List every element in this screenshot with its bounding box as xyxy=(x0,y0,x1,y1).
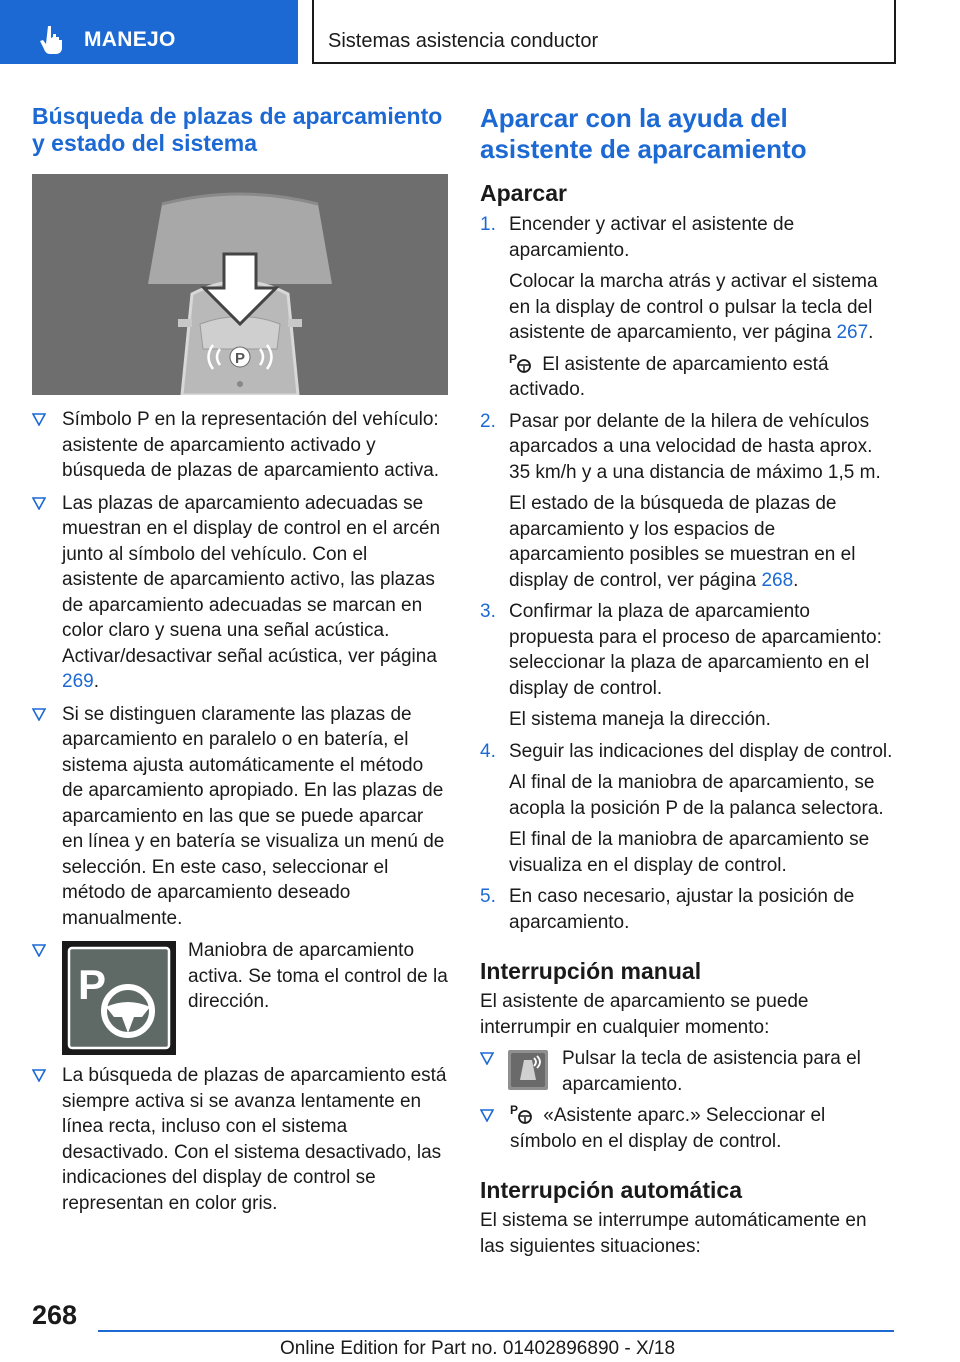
right-column xyxy=(480,100,894,1259)
left-column xyxy=(32,100,448,1216)
section-title: MANEJO xyxy=(84,28,176,51)
parking-steering-icon xyxy=(62,941,176,1055)
page-number: 268 xyxy=(32,1300,78,1330)
parking-steps xyxy=(480,212,894,935)
triangle-bullet-icon xyxy=(480,1052,494,1065)
svg-text:P: P xyxy=(509,351,518,366)
subheading-manual: Interrupción manual xyxy=(480,958,702,984)
list-item: P Maniobra de aparcamiento activa. Se toma el control de la dirección. xyxy=(32,938,448,1056)
list-item: 2. Pasar por delante de la hilera de vehículos aparcados a una velocidad de hasta aprox. 35 km/h y a una distancia de máximo 1,5 m. El estado de la búsqueda de plazas de aparcamiento y los espacios de aparcamiento posibles se muestran en el display de control, ver página 268. xyxy=(480,410,881,591)
chapter-box xyxy=(312,0,896,64)
triangle-bullet-icon xyxy=(32,944,46,957)
status-bullet-list xyxy=(32,407,448,1216)
triangle-bullet-icon xyxy=(480,1109,494,1122)
triangle-bullet-icon xyxy=(32,1069,46,1082)
triangle-bullet-icon xyxy=(32,708,46,721)
list-item: Las plazas de aparcamiento adecuadas se muestran en el display de control en el arcén junto al símbolo del vehículo. Con el asistente de aparcamiento activo, las plazas de aparcamiento adecuadas se marcan en color claro y suena una señal acústica. Activar/desactivar señal acústica, ver página 269. xyxy=(32,491,448,695)
subheading-automatic: Interrupción automática xyxy=(480,1177,742,1203)
parking-assistant-display-icon xyxy=(32,174,448,395)
list-item: Si se distinguen claramente las plazas de aparcamiento en paralelo o en batería, el sistema ajusta automáticamente el método de aparcamiento apropiado. En las plazas de aparcamiento en las que se puede aparcar en línea y en batería se visualiza un menú de selección. En este caso, seleccionar el método de aparcamiento deseado manualmente. xyxy=(32,702,448,932)
list-item: P «Asistente aparc.» Seleccionar el símbolo en el display de control. xyxy=(480,1103,894,1154)
subheading-aparcar: Aparcar xyxy=(480,180,567,206)
list-item: 3. Confirmar la plaza de aparcamiento propuesta para el proceso de aparcamiento: seleccionar la plaza de aparcamiento en el display de control. El sistema maneja la dirección. xyxy=(480,601,882,730)
park-assist-symbol-icon xyxy=(509,352,533,374)
list-item: 4. Seguir las indicaciones del display de control. Al final de la maniobra de aparcamiento, se acopla la posición P de la palanca selectora. El final de la maniobra de aparcamiento se visualiza en el display de control. xyxy=(480,740,893,876)
auto-intro: El sistema se interrumpe automáticamente en las siguientes situaciones: xyxy=(480,1210,867,1257)
svg-text:P: P xyxy=(510,1103,519,1117)
svg-text:P: P xyxy=(78,961,107,1008)
page-link[interactable]: 268 xyxy=(761,569,794,591)
park-assist-symbol-icon xyxy=(510,1103,534,1125)
list-item: 5. En caso necesario, ajustar la posición de aparcamiento. xyxy=(480,886,855,933)
chapter-title: Sistemas asistencia conductor xyxy=(328,30,599,52)
footer-edition: Online Edition for Part no. 01402896890 - X/18 xyxy=(280,1338,676,1359)
list-item: 1. Encender y activar el asistente de aparcamiento. Colocar la marcha atrás y activar el sistema en la display de control o pulsar la tecla del asistente de aparcamiento, ver página 267. P El asistente de aparcamiento está activado. xyxy=(480,214,878,400)
list-item: Símbolo P en la representación del vehículo: asistente de aparcamiento activado y búsqueda de plazas de aparcamiento activa. xyxy=(32,407,448,484)
triangle-bullet-icon xyxy=(32,497,46,510)
section-heading: Aparcar con la ayuda del asistente de aparcamiento xyxy=(480,103,807,164)
list-item: Pulsar la tecla de asistencia para el aparcamiento. xyxy=(480,1046,894,1097)
page-link[interactable]: 269 xyxy=(62,671,94,692)
section-tab xyxy=(0,0,298,64)
section-heading: Búsqueda de plazas de aparcamiento y estado del sistema xyxy=(32,103,443,156)
park-assist-button-icon xyxy=(508,1050,548,1090)
list-item: La búsqueda de plazas de aparcamiento está siempre activa si se avanza lentamente en línea recta, incluso con el sistema desactivado. Con el sistema desactivado, las indicaciones del display de control se representan en color gris. xyxy=(32,1063,448,1216)
page-link[interactable]: 267 xyxy=(836,322,869,343)
footer-divider xyxy=(98,1330,894,1332)
triangle-bullet-icon xyxy=(32,413,46,426)
svg-text:P: P xyxy=(234,350,246,367)
manual-intro: El asistente de aparcamiento se puede interrumpir en cualquier momento: xyxy=(480,991,809,1038)
hand-pointer-icon xyxy=(38,24,68,54)
manual-bullet-list xyxy=(480,1046,894,1154)
